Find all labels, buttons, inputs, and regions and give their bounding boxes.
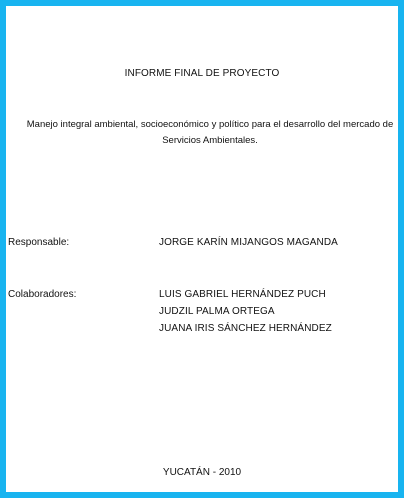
project-description-line-2: Servicios Ambientales. — [162, 135, 258, 146]
responsable-name: JORGE KARÍN MIJANGOS MAGANDA — [159, 237, 338, 248]
location-year-footer: YUCATÁN - 2010 — [162, 467, 242, 478]
project-description — [14, 117, 404, 149]
responsable-label: Responsable: — [8, 237, 70, 248]
report-title: INFORME FINAL DE PROYECTO — [124, 68, 280, 79]
colaborador-3: JUANA IRIS SÁNCHEZ HERNÁNDEZ — [159, 323, 332, 334]
colaboradores-label: Colaboradores: — [8, 289, 77, 300]
colaborador-1: LUIS GABRIEL HERNÁNDEZ PUCH — [159, 289, 326, 300]
colaborador-2: JUDZIL PALMA ORTEGA — [159, 306, 275, 317]
project-description-line-1: Manejo integral ambiental, socioeconómico y político para el desarrollo del mercado de — [26, 119, 394, 130]
